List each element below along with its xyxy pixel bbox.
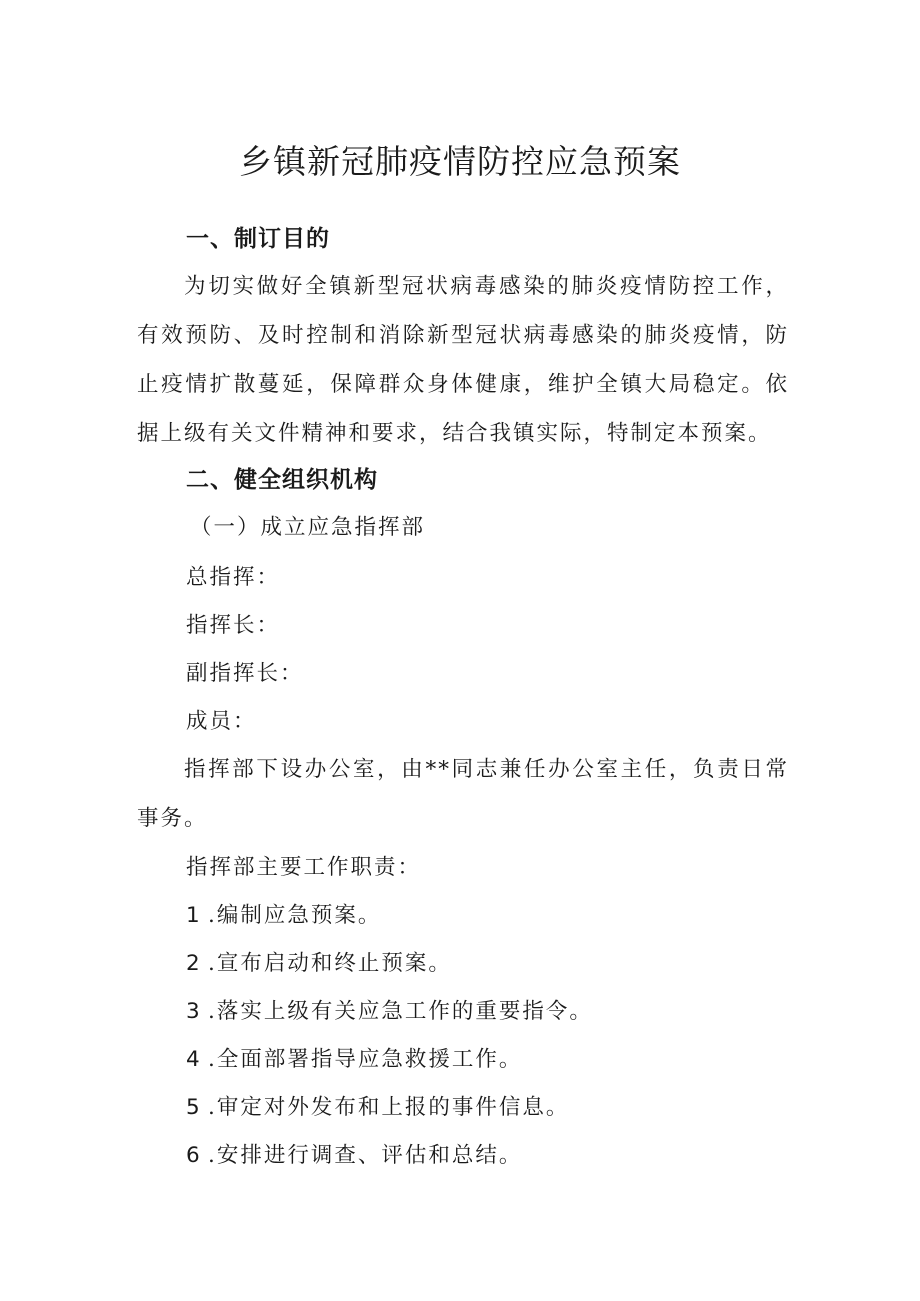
- section-heading-purpose: 一、制订目的: [186, 226, 330, 252]
- duty-item: [186, 1092, 569, 1124]
- duty-text: .审定对外发布和上报的事件信息。: [208, 1095, 570, 1120]
- section-heading-organization: 二、健全组织机构: [186, 467, 378, 493]
- document-title: 乡镇新冠肺疫情防控应急预案: [239, 142, 681, 181]
- office-paragraph: 指挥部下设办公室，由**同志兼任办公室主任，负责日常事务。: [137, 757, 789, 831]
- duty-item: [186, 1044, 522, 1076]
- duty-item: [186, 1140, 522, 1172]
- duty-number: 1: [186, 903, 202, 928]
- duty-number: 4: [186, 1047, 202, 1072]
- role-chief-commander: 指挥长：: [186, 613, 281, 638]
- duty-item: [186, 948, 452, 980]
- duty-number: 2: [186, 951, 202, 976]
- duty-text: .宣布启动和终止预案。: [208, 951, 452, 976]
- duties-heading: 指挥部主要工作职责：: [186, 855, 422, 880]
- duty-item: [186, 996, 593, 1028]
- purpose-paragraph: 为切实做好全镇新型冠状病毒感染的肺炎疫情防控工作，有效预防、及时控制和消除新型冠状病毒感染的肺炎疫情，防止疫情扩散蔓延，保障群众身体健康，维护全镇大局稳定。依据上级有关文件精神和要求，结合我镇实际，特制定本预案。: [137, 274, 789, 446]
- duty-number: 3: [186, 999, 202, 1024]
- role-commander: 总指挥：: [186, 565, 281, 590]
- duty-text: .落实上级有关应急工作的重要指令。: [208, 999, 593, 1024]
- duty-text: .编制应急预案。: [208, 903, 382, 928]
- duty-number: 6: [186, 1143, 202, 1168]
- duty-item: [186, 900, 381, 932]
- subsection-heading-command: （一）成立应急指挥部: [190, 515, 426, 540]
- role-members: 成员：: [186, 709, 257, 734]
- role-deputy-commander: 副指挥长：: [186, 661, 304, 686]
- duty-text: .全面部署指导应急救援工作。: [208, 1047, 523, 1072]
- duty-text: .安排进行调查、评估和总结。: [208, 1143, 523, 1168]
- duty-number: 5: [186, 1095, 202, 1120]
